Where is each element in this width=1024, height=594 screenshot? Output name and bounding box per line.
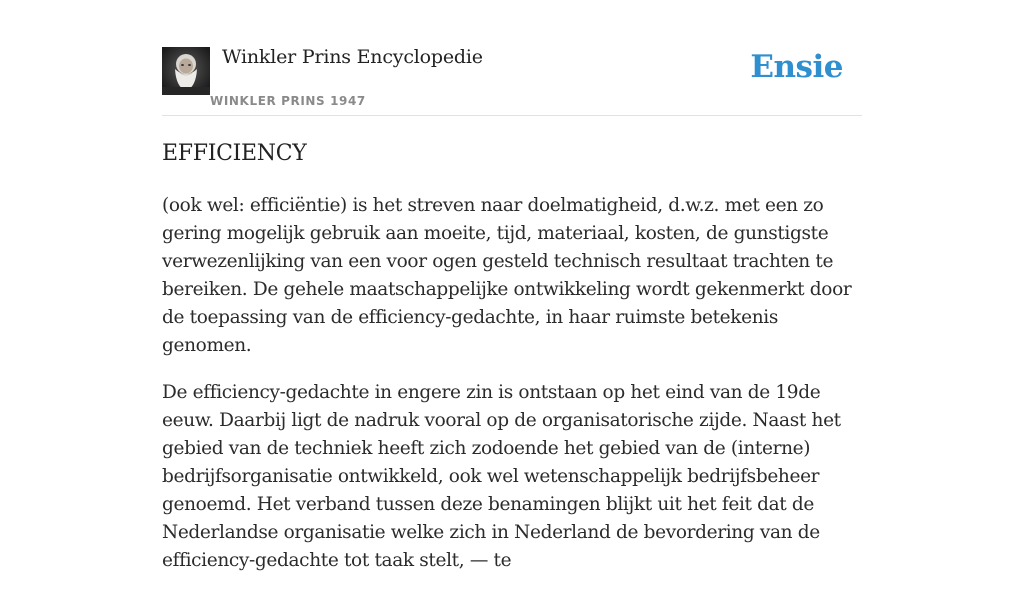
- source-title[interactable]: Winkler Prins Encyclopedie: [222, 46, 483, 68]
- article-paragraph-1: (ook wel: efficiëntie) is het streven naar doelmatigheid, d.w.z. met een zo gering mogelijk gebruik aan moeite, tijd, materiaal, kosten, de gunstigste verwezenlijking van een voor ogen gesteld technisch resultaat trachten te bereiken. De gehele maatschappelijke ontwikkeling wordt gekenmerkt door de toepassing van de efficiency-gedachte, in haar ruimste betekenis genomen.: [162, 195, 852, 356]
- source-header: [162, 40, 862, 116]
- bearded-man-portrait-icon: [162, 47, 210, 95]
- source-subtitle[interactable]: WINKLER PRINS 1947: [210, 94, 366, 108]
- article: [162, 138, 862, 594]
- source-avatar[interactable]: [162, 47, 210, 95]
- article-headword: EFFICIENCY: [162, 141, 307, 166]
- brand-logo[interactable]: Ensie: [750, 49, 843, 85]
- article-paragraph-2: De efficiency-gedachte in engere zin is ontstaan op het eind van de 19de eeuw. Daarbij ligt de nadruk vooral op de organisatorische zijde. Naast het gebied van de techniek heeft zich zodoende het gebied van de (interne) bedrijfsorganisatie ontwikkeld, ook wel wetenschappelijk bedrijfsbeheer genoemd. Het verband tussen deze benamingen blijkt uit het feit dat de Nederlandse organisatie welke zich in Nederland de bevordering van de efficiency-gedachte tot taak stelt, — te: [162, 382, 841, 571]
